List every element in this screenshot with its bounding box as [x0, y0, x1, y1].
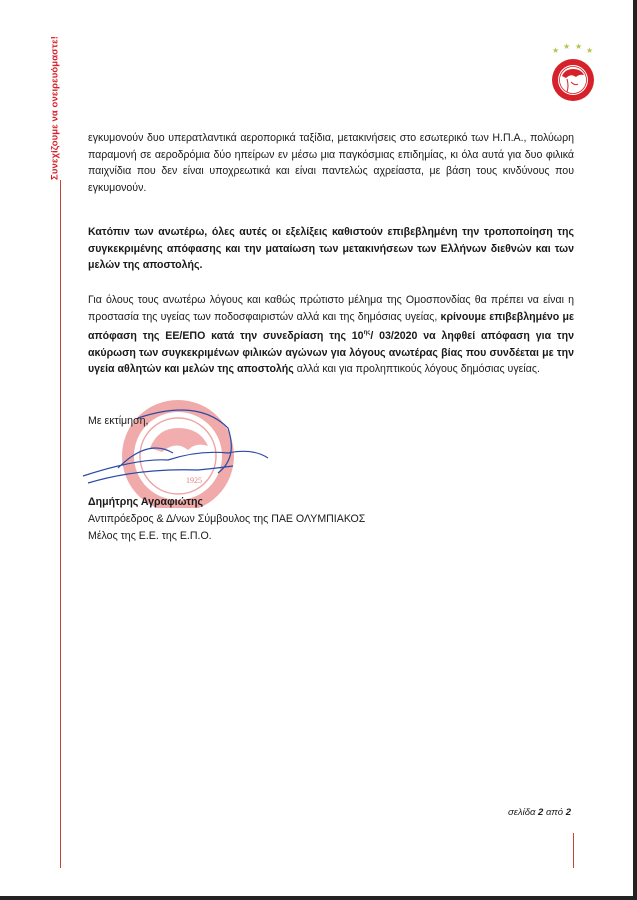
signatory-name: Δημήτρης Αγραφιώτης [88, 496, 203, 508]
svg-text:★: ★ [563, 42, 571, 51]
olympiacos-crest-icon [549, 42, 597, 104]
page-total: 2 [565, 807, 571, 818]
right-footer-rule [573, 833, 574, 868]
page-current: 2 [538, 807, 544, 818]
tagline-text: Συνεχίζουμε να ονειρευόμαστε! [49, 36, 61, 180]
page-of: από [545, 807, 564, 818]
paragraph-text: εγκυμονούν δυο υπερατλαντικά αεροπορικά ταξίδια, μετακινήσεις στο εσωτερικό των Η.Π.Α., πολύωρη παραμονή σε αεροδρόμια δύο ηπείρων εν μέσω μια παγκόσμιας επιδημίας, κι όλα αυτά για δυο φιλικά παιχνίδια που δεν είναι υποχρεωτικά και είναι παντελώς αχρείαστα, με βάση τους κινδύνους που εγκυμονούν. [88, 132, 574, 194]
superscript: ης [363, 330, 371, 336]
page-number [508, 807, 571, 818]
signatory-title: Αντιπρόεδρος & Δ/νων Σύμβουλος της ΠΑΕ ΟΛΥΜΠΙΑΚΟΣ [88, 513, 366, 525]
paragraph-request [88, 292, 574, 378]
paragraph-text [88, 292, 574, 378]
svg-text:★: ★ [586, 46, 594, 55]
left-margin-rule [60, 180, 61, 868]
bold-run: / 03/2020 να ληφθεί απόφαση για την ακύρωση των συγκεκριμένων φιλικών αγώνων για λόγους ανωτέρας βίας που συνδέεται με την υγεία αθλητών και μελών της αποστολής [88, 330, 575, 375]
paragraph-conclusion [88, 224, 574, 274]
svg-text:★: ★ [552, 46, 560, 55]
vertical-tagline [48, 36, 62, 180]
page-label: σελίδα [508, 807, 536, 818]
text-run: αλλά και για προληπτικούς λόγους δημόσιας υγείας. [293, 363, 540, 375]
svg-text:1925: 1925 [186, 476, 202, 485]
bold-run: κρίνουμε επιβεβλημένο με απόφαση της ΕΕ/ΕΠΟ κατά την συνεδρίαση της 10 [88, 310, 574, 342]
closing-text: Με εκτίμηση, [88, 415, 149, 427]
signatory-membership: Μέλος της Ε.Ε. της Ε.Π.Ο. [88, 530, 212, 542]
paragraph-text: Κατόπιν των ανωτέρω, όλες αυτές οι εξελίξεις καθιστούν επιβεβλημένη την τροποποίηση της συγκεκριμένης απόφασης και την ματαίωση των μετακινήσεων των Ελλήνων διεθνών και των μελών της αποστολής. [88, 226, 574, 271]
svg-text:★: ★ [575, 42, 583, 51]
text-run: Για όλους τους ανωτέρω λόγους και καθώς πρώτιστο μέλημα της Ομοσπονδίας θα πρέπει να είναι η προστασία της υγείας των ποδοσφαιριστών αλλά και της δημόσιας υγείας, [88, 294, 574, 323]
paragraph-risks [88, 130, 574, 196]
